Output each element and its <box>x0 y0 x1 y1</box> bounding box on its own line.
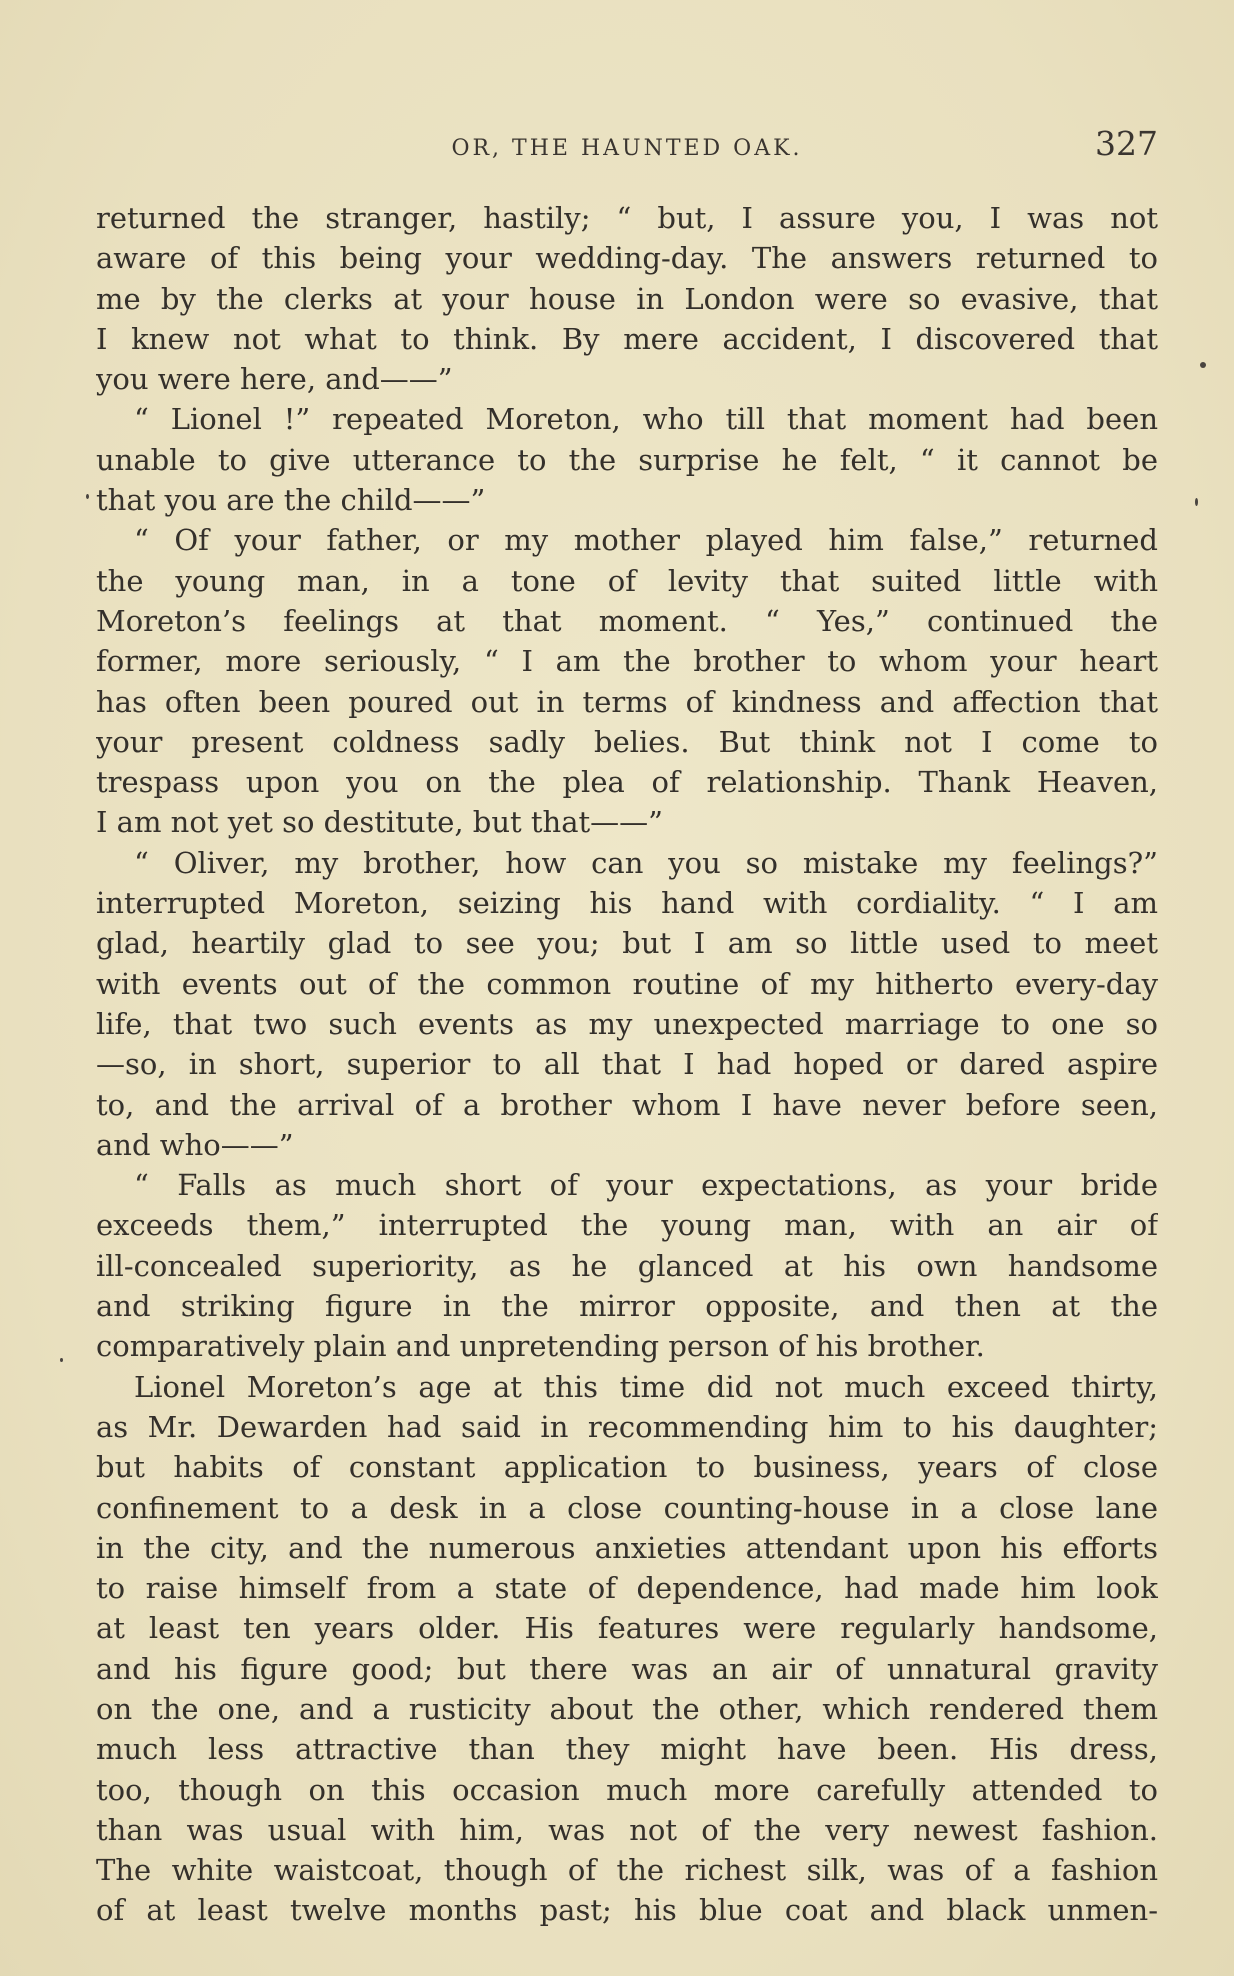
text-line: exceeds them,” interrupted the young man, with an air of <box>96 1208 1158 1243</box>
text-line: the young man, in a tone of levity that suited little with <box>96 563 1158 598</box>
text-line: former, more seriously, “ I am the brother to whom your heart <box>96 644 1158 679</box>
text-line: aware of this being your wedding-day. The answers returned to <box>96 241 1158 276</box>
page-number: 327 <box>1095 124 1158 163</box>
text-line: to, and the arrival of a brother whom I have never before seen, <box>96 1087 1158 1122</box>
text-line: “ Falls as much short of your expectations, as your bride <box>134 1168 1158 1203</box>
text-line: and striking figure in the mirror opposite, and then at the <box>96 1289 1158 1324</box>
running-head: OR, THE HAUNTED OAK. <box>451 136 803 161</box>
text-line: at least ten years older. His features were regularly handsome, <box>96 1611 1158 1646</box>
text-line: with events out of the common routine of my hitherto every-day <box>96 966 1158 1001</box>
text-line: to raise himself from a state of dependence, had made him look <box>96 1571 1158 1606</box>
text-line: unable to give utterance to the surprise he felt, “ it cannot be <box>96 442 1158 477</box>
text-line: has often been poured out in terms of kindness and affection that <box>96 684 1158 719</box>
text-line: as Mr. Dewarden had said in recommending him to his daughter; <box>96 1409 1158 1444</box>
text-line: than was usual with him, was not of the very newest fashion. <box>96 1812 1158 1847</box>
text-line: The white waistcoat, though of the richest silk, was of a fashion <box>96 1853 1158 1888</box>
ink-speck <box>1195 498 1198 506</box>
text-line: —so, in short, superior to all that I had hoped or dared aspire <box>96 1047 1158 1082</box>
ink-speck <box>60 1358 63 1362</box>
text-line: “ Lionel !” repeated Moreton, who till that moment had been <box>134 402 1158 437</box>
text-line: you were here, and——” <box>96 362 453 397</box>
text-line: Lionel Moreton’s age at this time did not much exceed thirty, <box>134 1369 1158 1404</box>
text-line: “ Oliver, my brother, how can you so mistake my feelings?” <box>134 845 1158 880</box>
text-line: life, that two such events as my unexpected marriage to one so <box>96 1006 1158 1041</box>
text-line: much less attractive than they might have been. His dress, <box>96 1732 1158 1767</box>
text-line: comparatively plain and unpretending person of his brother. <box>96 1329 985 1364</box>
text-line: on the one, and a rusticity about the other, which rendered them <box>96 1691 1158 1726</box>
body-text <box>96 198 1158 1931</box>
text-line: your present coldness sadly belies. But think not I come to <box>96 724 1158 759</box>
text-line: and his figure good; but there was an air of unnatural gravity <box>96 1651 1158 1686</box>
text-line: and who——” <box>96 1127 294 1162</box>
text-line: but habits of constant application to business, years of close <box>96 1450 1158 1485</box>
text-line: confinement to a desk in a close counting-house in a close lane <box>96 1490 1158 1525</box>
text-line: of at least twelve months past; his blue coat and black unmen- <box>96 1893 1158 1928</box>
text-line: too, though on this occasion much more carefully attended to <box>96 1772 1158 1807</box>
text-line: I am not yet so destitute, but that——” <box>96 805 664 840</box>
text-line: returned the stranger, hastily; “ but, I assure you, I was not <box>96 201 1158 235</box>
page-header <box>96 124 1158 174</box>
text-line: “ Of your father, or my mother played him false,” returned <box>134 523 1158 558</box>
text-line: in the city, and the numerous anxieties attendant upon his efforts <box>96 1530 1158 1565</box>
text-line: glad, heartily glad to see you; but I am so little used to meet <box>96 926 1158 961</box>
ink-speck <box>1200 362 1206 368</box>
ink-speck <box>86 494 89 499</box>
text-line: me by the clerks at your house in London were so evasive, that <box>96 281 1158 316</box>
text-line: trespass upon you on the plea of relationship. Thank Heaven, <box>96 765 1158 800</box>
text-line: I knew not what to think. By mere accident, I discovered that <box>96 321 1158 356</box>
text-line: ill-concealed superiority, as he glanced at his own handsome <box>96 1248 1158 1283</box>
text-line: interrupted Moreton, seizing his hand with cordiality. “ I am <box>96 886 1158 921</box>
text-line: that you are the child——” <box>96 483 486 518</box>
text-line: Moreton’s feelings at that moment. “ Yes,” continued the <box>96 603 1158 638</box>
